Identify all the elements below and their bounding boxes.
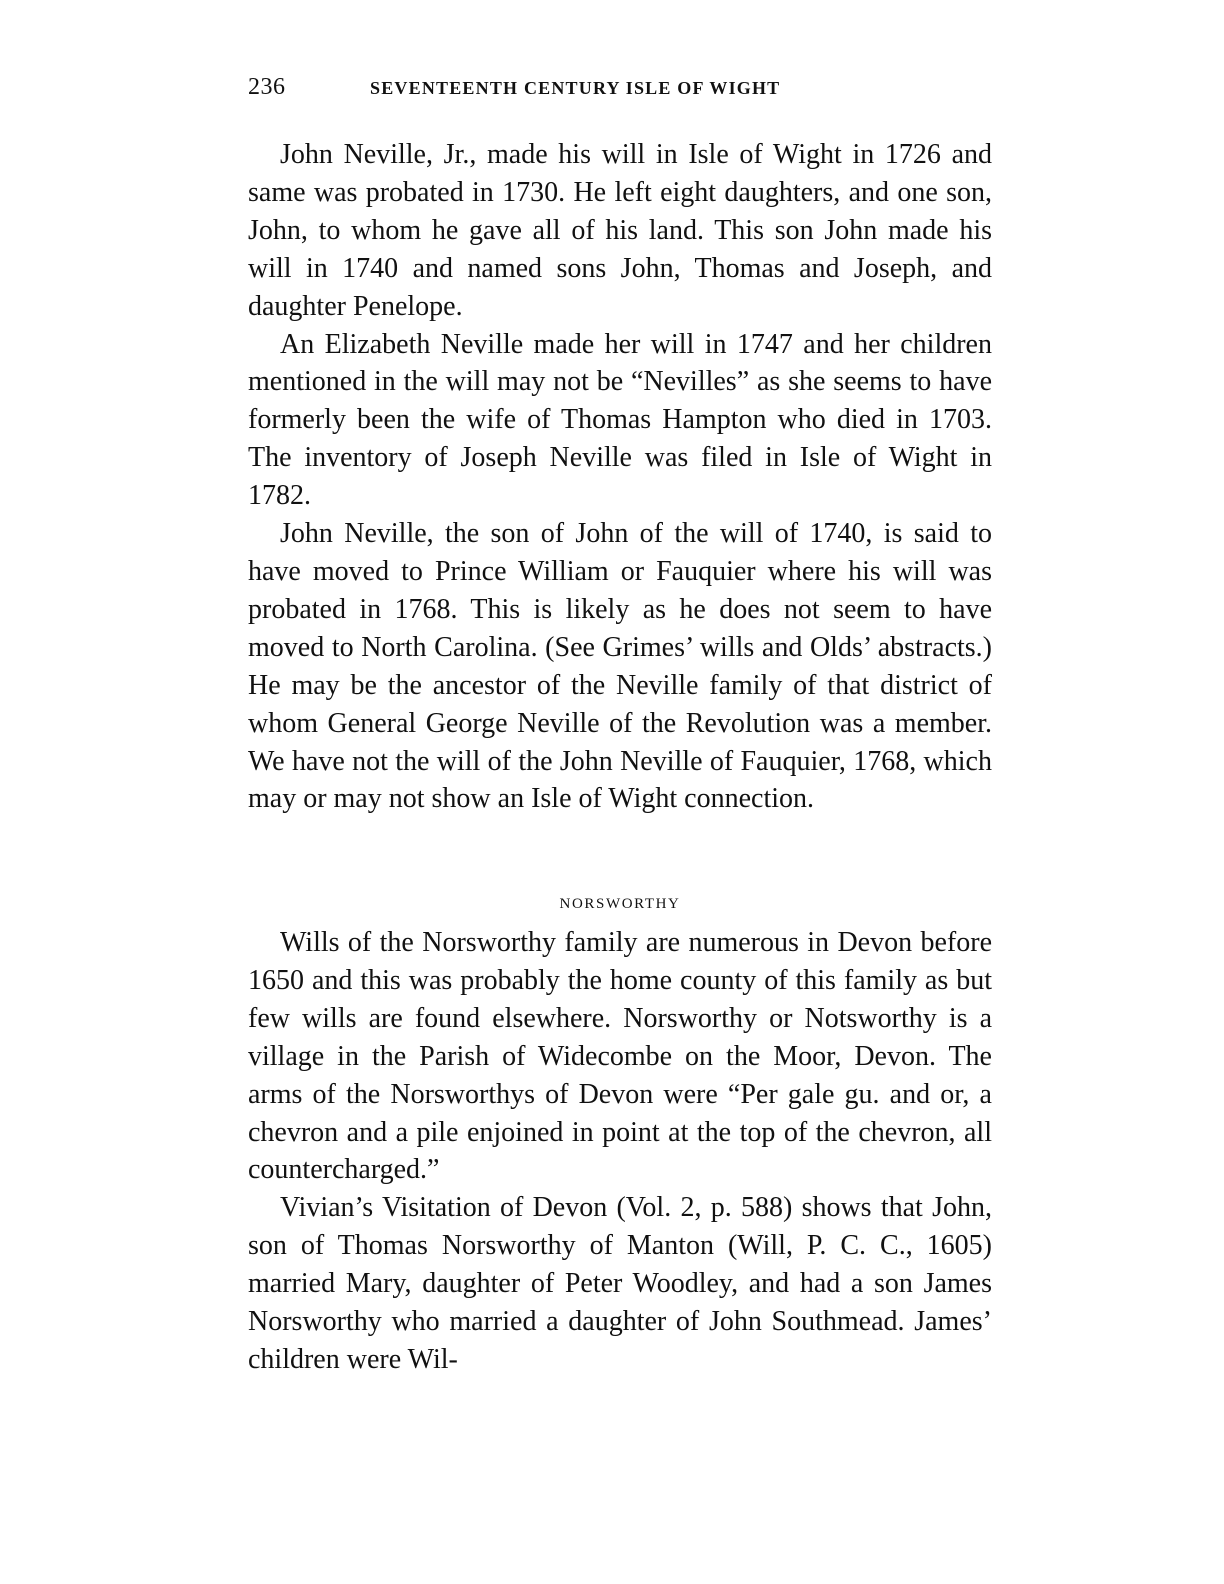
paragraph-elizabeth-neville: An Elizabeth Neville made her will in 1747 and her children mentioned in the will may not be “Nevilles” as she seems to have formerly been the wife of Thomas Hampton who died in 1703. The inventory of Joseph Neville was filed in Isle of Wight in 1782. [248, 328, 992, 512]
paragraph-john-neville-fauquier: John Neville, the son of John of the will of 1740, is said to have moved to Prince William or Fauquier where his will was probated in 1768. This is likely as he does not seem to have moved to North Carolina. (See Grimes’ wills and Olds’ abstracts.) He may be the ancestor of the Neville family of that district of whom General George Neville of the Revolution was a member. We have not the will of the John Neville of Fauquier, 1768, which may or may not show an Isle of Wight connection. [248, 518, 992, 815]
neville-section [248, 136, 992, 818]
paragraph-neville-jr-will: John Neville, Jr., made his will in Isle of Wight in 1726 and same was probated in 1730. He left eight daughters, and one son, John, to whom he gave all of his land. This son John made his will in 1740 and named sons John, Thomas and Joseph, and daughter Penelope. [248, 139, 992, 322]
paragraph-vivian-visitation: Vivian’s Visitation of Devon (Vol. 2, p. 588) shows that John, son of Thomas Norsworthy of Manton (Will, P. C. C., 1605) married Mary, daughter of Peter Woodley, and had a son James Norsworthy who married a daughter of John Southmead. James’ children were Wil- [248, 1192, 992, 1375]
page-number: 236 [248, 74, 286, 100]
paragraph-norsworthy-devon: Wills of the Norsworthy family are numerous in Devon before 1650 and this was probably the home county of this family as but few wills are found elsewhere. Norsworthy or Notsworthy is a village in the Parish of Widecombe on the Moor, Devon. The arms of the Norsworthys of Devon were “Per gale gu. and or, a chevron and a pile enjoined in point at the top of the chevron, all countercharged.” [248, 927, 992, 1186]
running-title: SEVENTEENTH CENTURY ISLE OF WIGHT [370, 78, 781, 98]
running-head [248, 74, 992, 108]
norsworthy-section [248, 924, 992, 1379]
section-heading-norsworthy: NORSWORTHY [559, 896, 681, 912]
